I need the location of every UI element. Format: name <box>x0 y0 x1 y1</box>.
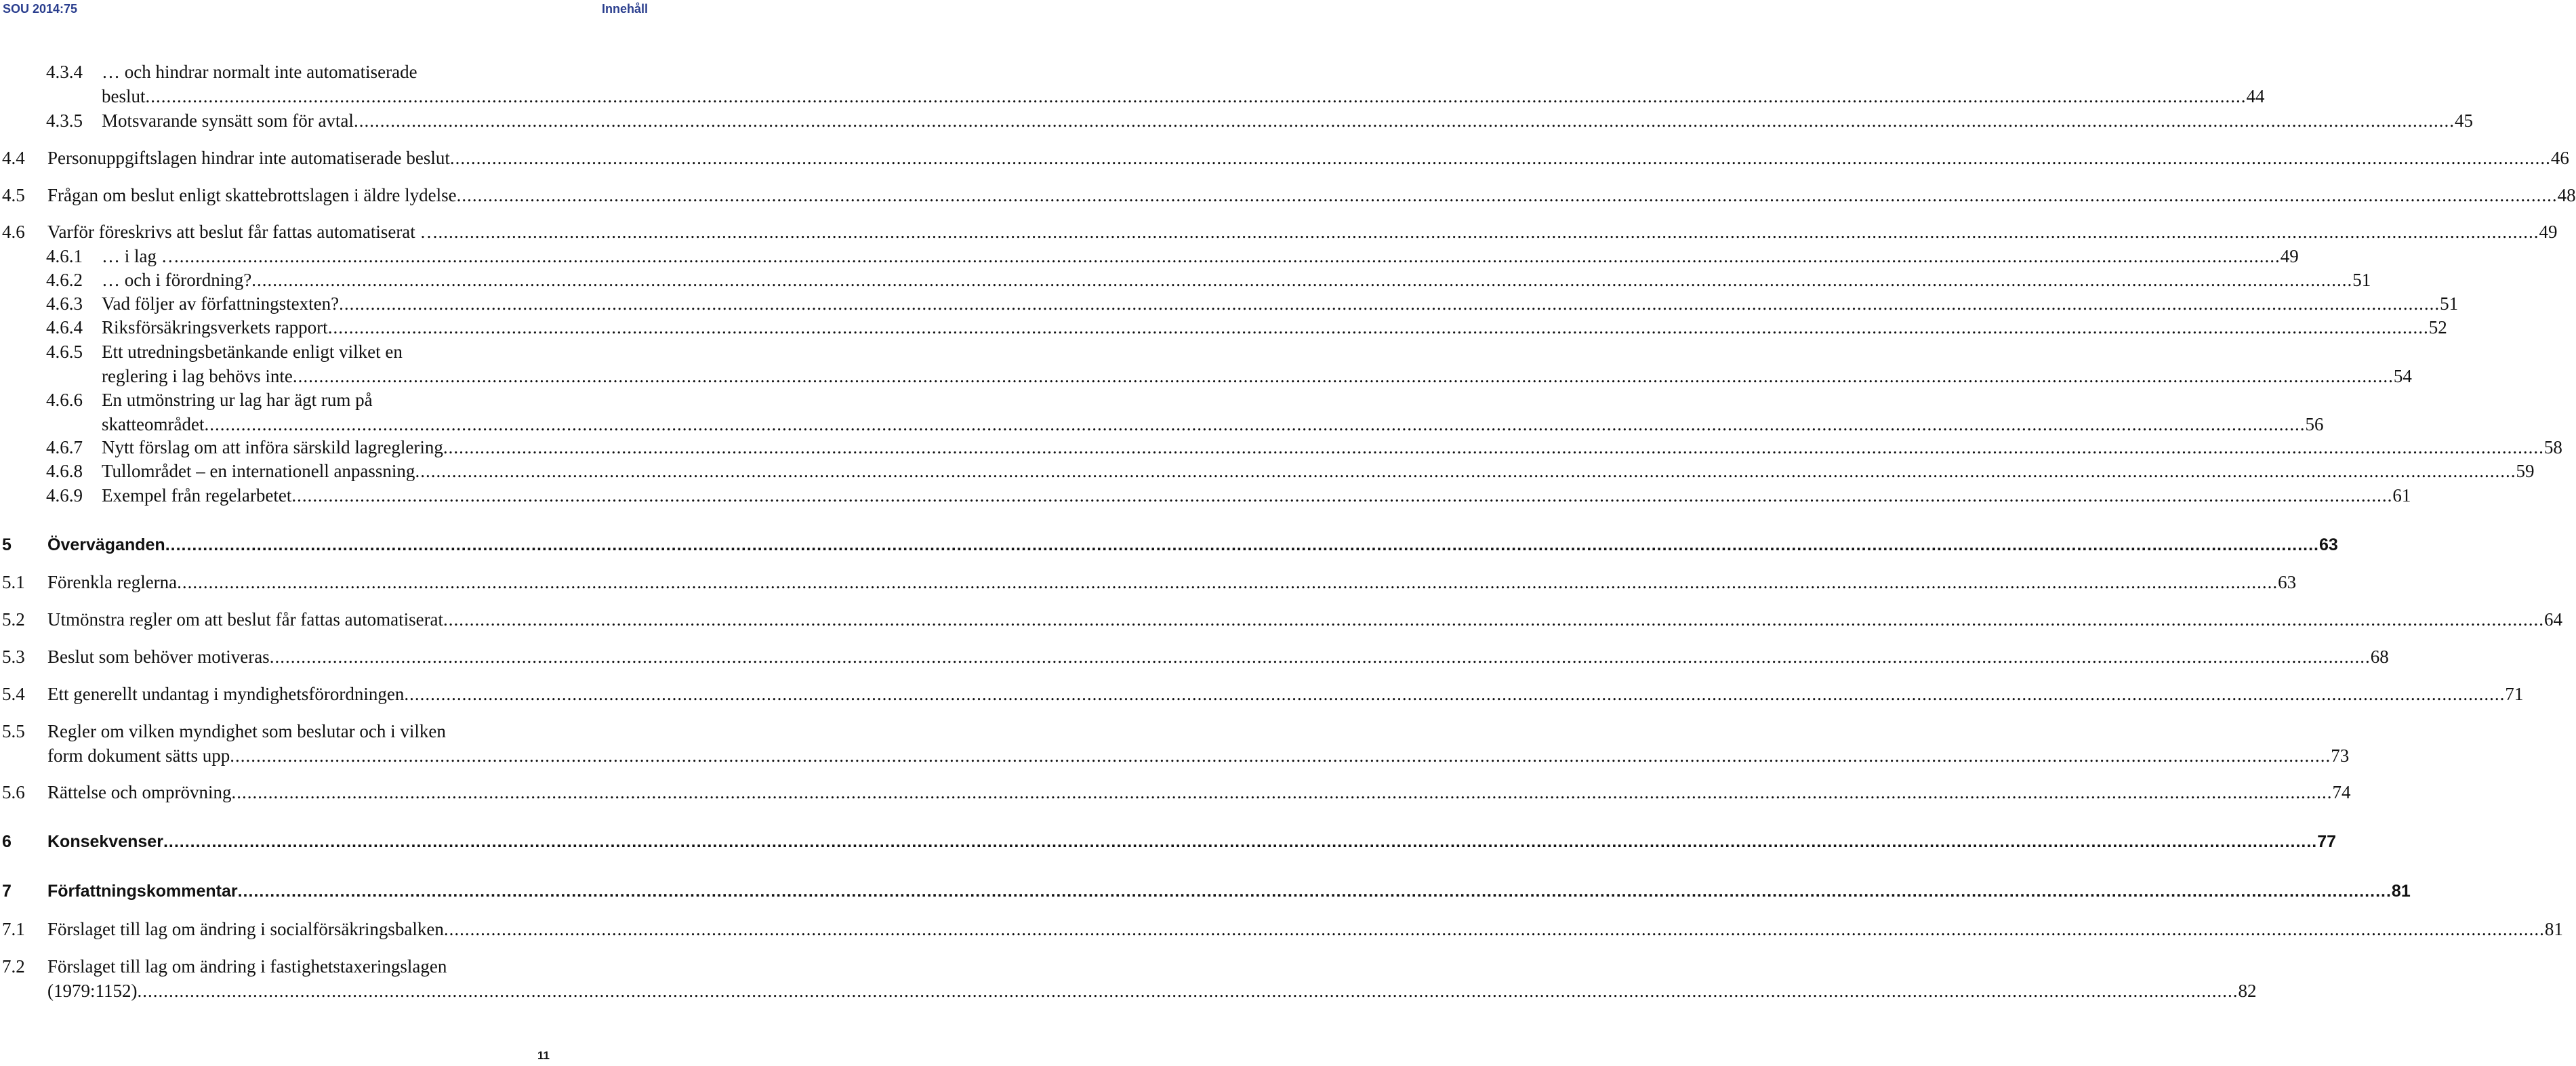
section-title-line: Tullområdet – en internationell anpassning <box>102 461 415 481</box>
section-title-line: Konsekvenser <box>47 832 163 851</box>
toc-entry[interactable] <box>2 954 2257 1003</box>
section-title-line: Nytt förslag om att införa särskild lagreglering <box>102 437 443 457</box>
dot-leader: ................................................................................................................................................................................................................................................................................................................................................................................................................ <box>230 745 2331 766</box>
section-title-line: … i lag … <box>102 246 180 266</box>
toc-entry[interactable] <box>2 607 2563 632</box>
dot-leader: ................................................................................................................................................................................................................................................................................................................................................................................................................ <box>165 535 2320 554</box>
dot-leader: ................................................................................................................................................................................................................................................................................................................................................................................................................ <box>443 437 2544 457</box>
toc-entry[interactable] <box>2 829 2337 854</box>
page-ref: 73 <box>2331 745 2350 766</box>
toc-entry[interactable] <box>46 244 2299 268</box>
dot-leader: ................................................................................................................................................................................................................................................................................................................................................................................................................ <box>251 270 2353 290</box>
section-number: 5.6 <box>2 782 25 802</box>
section-number: 4.6.2 <box>46 270 83 290</box>
section-title-line: Förslaget till lag om ändring i fastighetstaxeringslagen <box>47 956 447 977</box>
section-number: 5.3 <box>2 647 25 667</box>
dot-leader: ................................................................................................................................................................................................................................................................................................................................................................................................................ <box>456 185 2558 205</box>
page-ref: 48 <box>2557 185 2576 205</box>
page-ref: 63 <box>2319 535 2338 554</box>
toc-entry[interactable] <box>46 340 2412 388</box>
section-number: 4.6.6 <box>46 390 83 410</box>
section-title-line: Varför föreskrivs att beslut får fattas automatiserat … <box>47 222 438 242</box>
section-title-line: … och hindrar normalt inte automatiserade <box>102 62 417 82</box>
page-number: 11 <box>537 1049 550 1062</box>
section-title-line: Ett generellt undantag i myndighetsförordningen <box>47 684 405 704</box>
section-number: 4.6.8 <box>46 461 83 481</box>
toc-entry[interactable] <box>2 879 2411 903</box>
page-ref: 44 <box>2246 86 2265 106</box>
section-title-line: Regler om vilken myndighet som beslutar och i vilken <box>47 721 446 741</box>
toc-entry[interactable] <box>2 183 2576 207</box>
section-number: 6 <box>2 832 12 851</box>
section-title-line: Utmönstra regler om att beslut får fattas automatiserat <box>47 609 444 630</box>
toc-entry[interactable] <box>2 644 2389 669</box>
page-ref: 64 <box>2544 609 2563 630</box>
toc-entry[interactable] <box>46 388 2324 436</box>
section-title-line: (1979:1152) <box>47 981 138 1001</box>
page-ref: 56 <box>2305 414 2324 434</box>
section-number: 4.4 <box>2 148 25 168</box>
dot-leader: ................................................................................................................................................................................................................................................................................................................................................................................................................ <box>163 832 2318 851</box>
dot-leader: ................................................................................................................................................................................................................................................................................................................................................................................................................ <box>204 414 2306 434</box>
toc-entry[interactable] <box>2 917 2563 941</box>
section-title-line: Överväganden <box>47 535 165 554</box>
running-header-right: Innehåll <box>601 2 648 16</box>
running-header-left: SOU 2014:75 <box>3 2 78 16</box>
toc-entry[interactable] <box>2 533 2338 557</box>
section-title-line: Förslaget till lag om ändring i socialförsäkringsbalken <box>47 919 444 939</box>
dot-leader: ................................................................................................................................................................................................................................................................................................................................................................................................................ <box>179 246 2281 266</box>
section-title-line: skatteområdet <box>102 414 205 434</box>
dot-leader: ................................................................................................................................................................................................................................................................................................................................................................................................................ <box>145 86 2247 106</box>
page-ref: 59 <box>2516 461 2535 481</box>
section-title-line: Personuppgiftslagen hindrar inte automatiserade beslut <box>47 148 450 168</box>
toc-entry[interactable] <box>2 719 2350 768</box>
section-number: 4.6.5 <box>46 342 83 362</box>
section-number: 4.6 <box>2 222 25 242</box>
section-number: 5 <box>2 535 12 554</box>
page-ref: 58 <box>2543 437 2562 457</box>
dot-leader: ................................................................................................................................................................................................................................................................................................................................................................................................................ <box>415 461 2516 481</box>
toc-entry[interactable] <box>2 220 2558 244</box>
section-title-line: Frågan om beslut enligt skattebrottslagen i äldre lydelse <box>47 185 457 205</box>
dot-leader: ................................................................................................................................................................................................................................................................................................................................................................................................................ <box>404 684 2506 704</box>
page-ref: 49 <box>2539 222 2558 242</box>
section-number: 5.2 <box>2 609 25 630</box>
page-ref: 52 <box>2428 317 2447 337</box>
section-number: 7.2 <box>2 956 25 977</box>
dot-leader: ................................................................................................................................................................................................................................................................................................................................................................................................................ <box>339 293 2440 314</box>
section-number: 4.6.7 <box>46 437 83 457</box>
dot-leader: ................................................................................................................................................................................................................................................................................................................................................................................................................ <box>443 919 2545 939</box>
section-title-line: Rättelse och omprövning <box>47 782 232 802</box>
section-title-line: En utmönstring ur lag har ägt rum på <box>102 390 373 410</box>
dot-leader: ................................................................................................................................................................................................................................................................................................................................................................................................................ <box>438 222 2539 242</box>
toc-entry[interactable] <box>46 459 2535 483</box>
section-title-line: Exempel från regelarbetet <box>102 485 292 506</box>
page-ref: 81 <box>2544 919 2563 939</box>
toc-entry[interactable] <box>46 291 2459 316</box>
section-title-line: Motsvarande synsätt som för avtal <box>102 110 354 131</box>
toc-entry[interactable] <box>46 268 2371 292</box>
page-ref: 49 <box>2280 246 2299 266</box>
dot-leader: ................................................................................................................................................................................................................................................................................................................................................................................................................ <box>269 647 2371 667</box>
section-title-line: Riksförsäkringsverkets rapport <box>102 317 328 337</box>
dot-leader: ................................................................................................................................................................................................................................................................................................................................................................................................................ <box>327 317 2429 337</box>
dot-leader: ................................................................................................................................................................................................................................................................................................................................................................................................................ <box>231 782 2333 802</box>
dot-leader: ................................................................................................................................................................................................................................................................................................................................................................................................................ <box>237 882 2392 901</box>
page-ref: 81 <box>2391 882 2411 901</box>
toc-entry[interactable] <box>46 108 2473 133</box>
section-title-line: Ett utredningsbetänkande enligt vilket en <box>102 342 403 362</box>
section-number: 4.6.1 <box>46 246 83 266</box>
section-title-line: … och i förordning? <box>102 270 252 290</box>
page-ref: 82 <box>2238 981 2257 1001</box>
page-ref: 77 <box>2317 832 2337 851</box>
section-title-line: beslut <box>102 86 146 106</box>
section-title-line: Beslut som behöver motiveras <box>47 647 270 667</box>
section-number: 4.3.4 <box>46 62 83 82</box>
toc-entry[interactable] <box>46 435 2562 459</box>
page-ref: 61 <box>2392 485 2411 506</box>
section-number: 5.1 <box>2 572 25 592</box>
page-ref: 51 <box>2352 270 2371 290</box>
section-number: 4.6.3 <box>46 293 83 314</box>
page-ref: 46 <box>2550 148 2569 168</box>
section-number: 4.3.5 <box>46 110 83 131</box>
toc-entry[interactable] <box>2 780 2351 804</box>
section-number: 5.4 <box>2 684 25 704</box>
dot-leader: ................................................................................................................................................................................................................................................................................................................................................................................................................ <box>353 110 2455 131</box>
dot-leader: ................................................................................................................................................................................................................................................................................................................................................................................................................ <box>291 485 2393 506</box>
toc-entry[interactable] <box>46 315 2447 340</box>
toc-entry[interactable] <box>2 146 2569 170</box>
dot-leader: ................................................................................................................................................................................................................................................................................................................................................................................................................ <box>449 148 2551 168</box>
dot-leader: ................................................................................................................................................................................................................................................................................................................................................................................................................ <box>292 366 2394 386</box>
page-ref: 54 <box>2393 366 2412 386</box>
section-number: 4.6.4 <box>46 317 83 337</box>
page-ref: 63 <box>2278 572 2297 592</box>
section-number: 4.6.9 <box>46 485 83 506</box>
dot-leader: ................................................................................................................................................................................................................................................................................................................................................................................................................ <box>137 981 2238 1001</box>
dot-leader: ................................................................................................................................................................................................................................................................................................................................................................................................................ <box>443 609 2545 630</box>
toc-entry[interactable] <box>46 483 2411 508</box>
section-number: 7.1 <box>2 919 25 939</box>
section-title-line: form dokument sätts upp <box>47 745 230 766</box>
section-title-line: Vad följer av författningstexten? <box>102 293 340 314</box>
section-number: 7 <box>2 882 12 901</box>
page-ref: 68 <box>2370 647 2389 667</box>
toc-entry[interactable] <box>46 60 2265 108</box>
section-number: 4.5 <box>2 185 25 205</box>
page-ref: 71 <box>2505 684 2524 704</box>
section-title-line: reglering i lag behövs inte <box>102 366 293 386</box>
dot-leader: ................................................................................................................................................................................................................................................................................................................................................................................................................ <box>177 572 2278 592</box>
toc-entry[interactable] <box>2 682 2524 706</box>
toc-entry[interactable] <box>2 570 2297 594</box>
page-ref: 45 <box>2454 110 2473 131</box>
page-ref: 51 <box>2440 293 2459 314</box>
section-number: 5.5 <box>2 721 25 741</box>
section-title-line: Förenkla reglerna <box>47 572 178 592</box>
section-title-line: Författningskommentar <box>47 882 238 901</box>
page-ref: 74 <box>2332 782 2351 802</box>
